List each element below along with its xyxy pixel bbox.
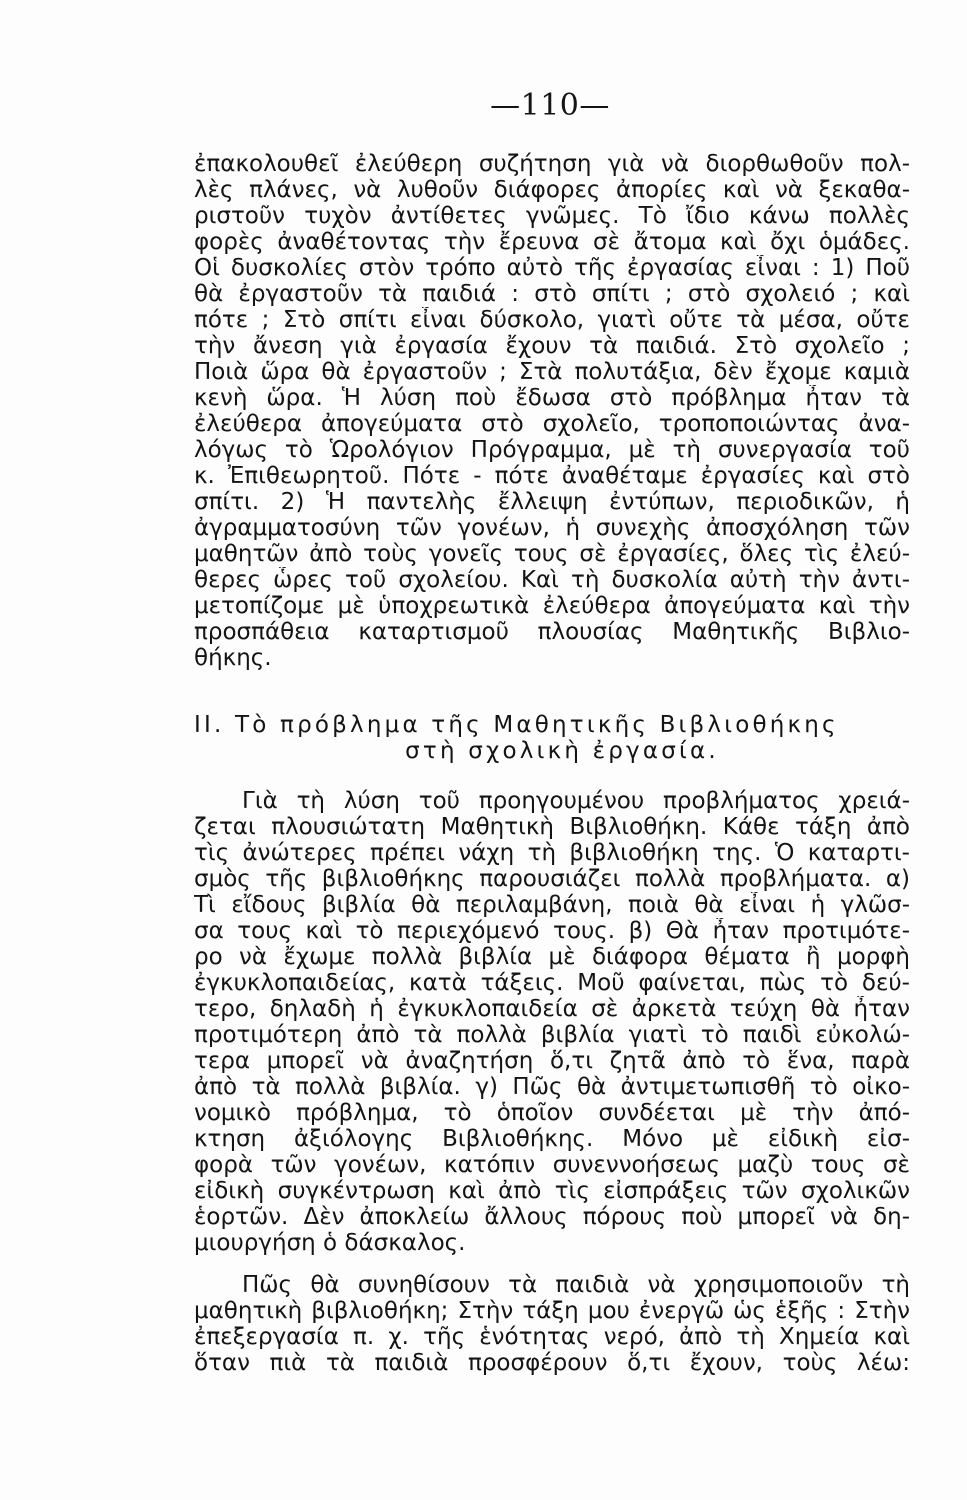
text-line: λόγως τὸ Ὡρολόγιον Πρόγραμμα, μὲ τὴ συνεργασία τοῦ [194,437,910,463]
text-line: ἐγκυκλοπαιδείας, κατὰ τάξεις. Μοῦ φαίνεται, πὼς τὸ δεύ- [194,970,910,996]
text-line: ζεται πλουσιώτατη Μαθητικὴ Βιβλιοθήκη. Κάθε τάξη ἀπὸ [194,814,910,840]
text-line: τερα μπορεῖ νὰ ἀναζητήση ὅ,τι ζητᾶ ἀπὸ τὸ ἕνα, παρὰ [194,1048,910,1074]
text-line: Πῶς θὰ συνηθίσουν τὰ παιδιὰ νὰ χρησιμοποιοῦν τὴ [242,1272,910,1298]
text-line: ριστοῦν τυχὸν ἀντίθετες γνῶμες. Τὸ ἴδιο κάνω πολλὲς [194,203,910,229]
text-line: ἀγραμματοσύνη τῶν γονέων, ἡ συνεχὴς ἀποσχόληση τῶν [194,515,910,541]
text-line: θήκης. [194,645,272,671]
text-line: ἀπὸ τὰ πολλὰ βιβλία. γ) Πῶς θὰ ἀντιμετωπισθῆ τὸ οἰκο- [194,1074,910,1100]
text-line: ἐλεύθερα ἀπογεύματα στὸ σχολεῖο, τροποποιώντας ἀνα- [194,411,910,437]
paragraph-1 [194,151,910,671]
text-line: μαθητῶν ἀπὸ τοὺς γονεῖς τους σὲ ἐργασίες, ὅλες τὶς ἐλεύ- [194,541,910,567]
text-line: κ. Ἐπιθεωρητοῦ. Πότε - πότε ἀναθέταμε ἐργασίες καὶ στὸ [194,463,910,489]
text-line: λὲς πλάνες, νὰ λυθοῦν διάφορες ἀπορίες καὶ νὰ ξεκαθα- [194,177,910,203]
text-line: προτιμότερη ἀπὸ τὰ πολλὰ βιβλία γιατὶ τὸ παιδὶ εὐκολώ- [194,1022,910,1048]
text-line: ὅταν πιὰ τὰ παιδιὰ προσφέρουν ὅ,τι ἔχουν, τοὺς λέω: [194,1350,910,1376]
text-line: ρο νὰ ἔχωμε πολλὰ βιβλία μὲ διάφορα θέματα ἢ μορφὴ [194,944,910,970]
text-line: ἐπεξεργασία π. χ. τῆς ἑνότητας νερό, ἀπὸ τὴ Χημεία καὶ [194,1324,910,1350]
page-number: —110— [490,88,610,123]
text-line: μαθητικὴ βιβλιοθήκη; Στὴν τάξη μου ἐνεργῶ ὡς ἑξῆς : Στὴν [194,1298,910,1324]
text-line: μετοπίζομε μὲ ὑποχρεωτικὰ ἐλεύθερα ἀπογεύματα καὶ τὴν [194,593,910,619]
text-line: εἰδικὴ συγκέντρωση καὶ ἀπὸ τὶς εἰσπράξεις τῶν σχολικῶν [194,1178,910,1204]
text-line: σμὸς τῆς βιβλιοθήκης παρουσιάζει πολλὰ προβλήματα. α) [194,866,910,892]
text-line: τὴν ἄνεση γιὰ ἐργασία ἔχουν τὰ παιδιά. Στὸ σχολεῖο ; [194,333,910,359]
text-line: φορὰ τῶν γονέων, κατόπιν συνεννοήσεως μαζὺ τους σὲ [194,1152,910,1178]
text-line: Οἱ δυσκολίες στὸν τρόπο αὐτὸ τῆς ἐργασίας εἶναι : 1) Ποῦ [194,255,910,281]
text-line: φορὲς ἀναθέτοντας τὴν ἔρευνα σὲ ἄτομα καὶ ὄχι ὁμάδες. [194,229,910,255]
text-line: Ποιὰ ὥρα θὰ ἐργαστοῦν ; Στὰ πολυτάξια, δὲν ἔχομε καμιὰ [194,359,910,385]
text-line: ἑορτῶν. Δὲν ἀποκλείω ἄλλους πόρους ποὺ μπορεῖ νὰ δη- [194,1204,910,1230]
text-line: προσπάθεια καταρτισμοῦ πλουσίας Μαθητικῆς Βιβλιο- [194,619,910,645]
text-line: σπίτι. 2) Ἡ παντελὴς ἔλλειψη ἐντύπων, περιοδικῶν, ἡ [194,489,910,515]
paragraph-3 [194,1272,910,1376]
text-line: πότε ; Στὸ σπίτι εἶναι δύσκολο, γιατὶ οὔτε τὰ μέσα, οὔτε [194,307,910,333]
text-line: τερο, δηλαδὴ ἡ ἐγκυκλοπαιδεία σὲ ἀρκετὰ τεύχη θὰ ἦταν [194,996,910,1022]
text-line: κενὴ ὥρα. Ἡ λύση ποὺ ἔδωσα στὸ πρόβλημα ἦταν τὰ [194,385,910,411]
section-heading-line-1: ΙΙ. Τὸ πρόβλημα τῆς Μαθητικῆς Βιβλιοθήκης [194,712,839,738]
text-line: θὰ ἐργαστοῦν τὰ παιδιά : στὸ σπίτι ; στὸ σχολειό ; καὶ [194,281,910,307]
section-heading [194,712,910,764]
paragraph-2 [194,788,910,1256]
text-line: ἐπακολουθεῖ ἐλεύθερη συζήτηση γιὰ νὰ διορθωθοῦν πολ- [194,151,910,177]
text-line: νομικὸ πρόβλημα, τὸ ὁποῖον συνδέεται μὲ τὴν ἀπό- [194,1100,910,1126]
section-heading-line-2: στὴ σχολικὴ ἐργασία. [405,738,719,764]
text-line: κτηση ἀξιόλογης Βιβλιοθήκης. Μόνο μὲ εἰδικὴ εἰσ- [194,1126,910,1152]
text-line: θερες ὧρες τοῦ σχολείου. Καὶ τὴ δυσκολία αὐτὴ τὴν ἀντι- [194,567,910,593]
text-line: τὶς ἀνώτερες πρέπει νάχη τὴ βιβλιοθήκη της. Ὁ καταρτι- [194,840,910,866]
text-line: μιουργήση ὁ δάσκαλος. [194,1230,466,1256]
text-line: Τὶ εἴδους βιβλία θὰ περιλαμβάνη, ποιὰ θὰ εἶναι ἡ γλῶσ- [194,892,910,918]
text-line: Γιὰ τὴ λύση τοῦ προηγουμένου προβλήματος χρειά- [242,788,910,814]
text-line: σα τους καὶ τὸ περιεχόμενό τους. β) Θὰ ἦταν προτιμότε- [194,918,910,944]
